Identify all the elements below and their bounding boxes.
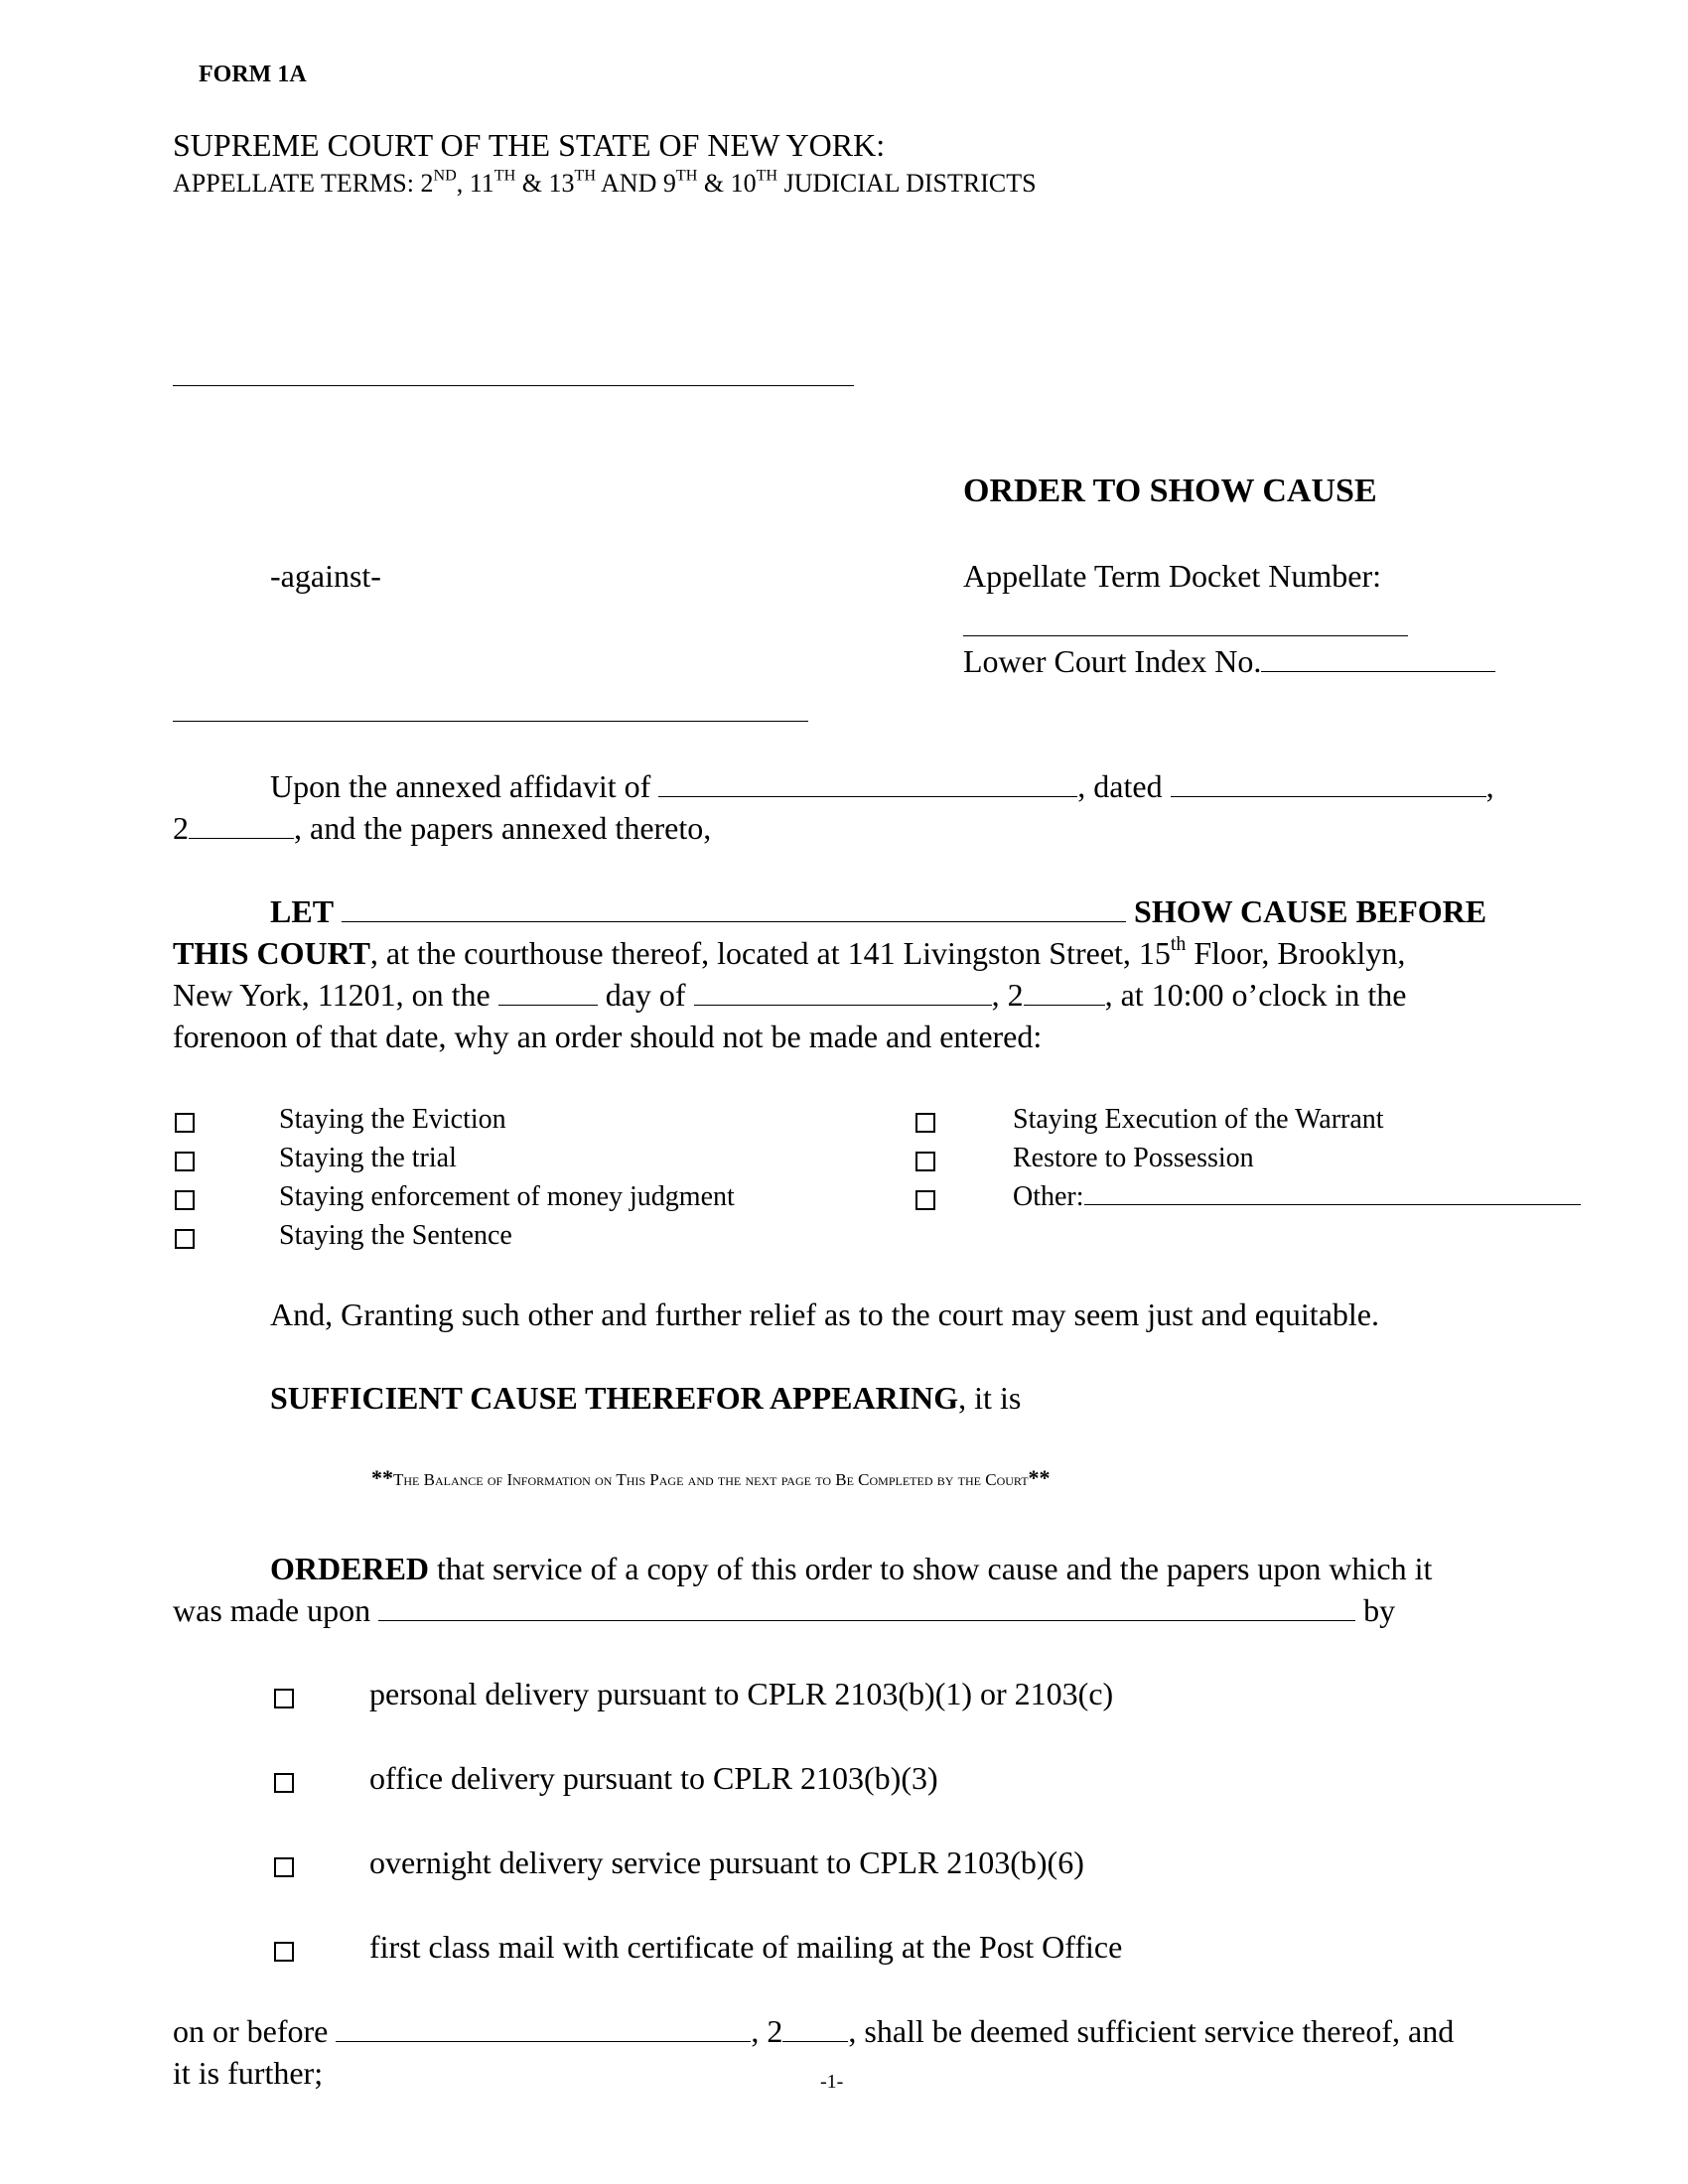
checkbox-overnight-delivery[interactable] xyxy=(274,1857,294,1877)
checkbox-other[interactable] xyxy=(915,1190,935,1210)
checkbox-staying-sentence[interactable] xyxy=(175,1229,195,1249)
appellate-terms: APPELLATE TERMS: 2ND, 11TH & 13TH AND 9TH & 10TH JUDICIAL DISTRICTS xyxy=(173,167,1037,198)
show-cause-line-1: LET SHOW CAUSE BEFORE xyxy=(270,893,1487,929)
against-label: -against- xyxy=(270,558,381,594)
ordered-line-1: ORDERED that service of a copy of this order to show cause and the papers upon which it xyxy=(270,1551,1433,1586)
checkbox-first-class-mail[interactable] xyxy=(274,1942,294,1962)
page-number: -1- xyxy=(820,2071,844,2093)
affidavit-year-blank[interactable] xyxy=(189,837,294,839)
relief-item-other: Other: xyxy=(1013,1181,1581,1213)
relief-item: Staying the trial xyxy=(279,1143,457,1173)
ordered-line-2: was made upon by xyxy=(173,1592,1396,1628)
other-relief-blank[interactable] xyxy=(1084,1203,1581,1205)
checkbox-office-delivery[interactable] xyxy=(274,1773,294,1793)
service-method: first class mail with certificate of mailing at the Post Office xyxy=(369,1929,1123,1965)
affiant-name-blank[interactable] xyxy=(658,795,1077,797)
index-label: Lower Court Index No. xyxy=(963,643,1262,679)
checkbox-staying-warrant[interactable] xyxy=(915,1113,935,1133)
show-cause-line-4: forenoon of that date, why an order should not be made and entered: xyxy=(173,1019,1043,1054)
deadline-line-2: it is further; xyxy=(173,2055,324,2091)
checkbox-staying-trial[interactable] xyxy=(175,1152,195,1171)
affidavit-line-1: Upon the annexed affidavit of , dated , xyxy=(270,768,1494,804)
docket-number-label: Appellate Term Docket Number: xyxy=(963,558,1382,594)
deadline-year-blank[interactable] xyxy=(782,2040,848,2042)
hearing-day-blank[interactable] xyxy=(498,1004,598,1006)
service-method: office delivery pursuant to CPLR 2103(b)(3) xyxy=(369,1760,938,1796)
court-name: SUPREME COURT OF THE STATE OF NEW YORK: xyxy=(173,127,886,163)
further-relief: And, Granting such other and further relief as to the court may seem just and equitable. xyxy=(270,1297,1379,1332)
relief-item: Staying Execution of the Warrant xyxy=(1013,1104,1384,1135)
checkbox-staying-money-judgment[interactable] xyxy=(175,1190,195,1210)
checkbox-personal-delivery[interactable] xyxy=(274,1689,294,1708)
affidavit-line-2: 2 , and the papers annexed thereto, xyxy=(173,810,712,846)
form-label: FORM 1A xyxy=(199,62,307,87)
index-number xyxy=(963,643,1495,680)
show-cause-line-2: THIS COURT, at the courthouse thereof, located at 141 Livingston Street, 15th Floor, Brooklyn, xyxy=(173,933,1406,971)
defendant-line[interactable] xyxy=(173,721,808,722)
deadline-line-1: on or before , 2 , shall be deemed sufficient service thereof, and xyxy=(173,2013,1455,2049)
served-party-blank[interactable] xyxy=(378,1619,1355,1621)
index-number-blank[interactable] xyxy=(1261,670,1495,672)
sufficient-cause: SUFFICIENT CAUSE THEREFOR APPEARING, it is xyxy=(270,1380,1022,1416)
checkbox-restore-possession[interactable] xyxy=(915,1152,935,1171)
document-title: ORDER TO SHOW CAUSE xyxy=(963,473,1377,509)
hearing-year-blank[interactable] xyxy=(1024,1004,1105,1006)
relief-item: Staying enforcement of money judgment xyxy=(279,1181,735,1212)
docket-number-line[interactable] xyxy=(963,635,1408,636)
checkbox-staying-eviction[interactable] xyxy=(175,1113,195,1133)
show-cause-line-3: New York, 11201, on the day of , 2 , at 10:00 o’clock in the xyxy=(173,977,1407,1013)
service-method: overnight delivery service pursuant to CPLR 2103(b)(6) xyxy=(369,1844,1084,1880)
plaintiff-line[interactable] xyxy=(173,385,854,386)
relief-item: Restore to Possession xyxy=(1013,1143,1254,1173)
relief-item: Staying the Eviction xyxy=(279,1104,506,1135)
hearing-month-blank[interactable] xyxy=(694,1004,992,1006)
deadline-date-blank[interactable] xyxy=(336,2040,751,2042)
service-method: personal delivery pursuant to CPLR 2103(b)(1) or 2103(c) xyxy=(369,1676,1114,1711)
affidavit-date-blank[interactable] xyxy=(1171,795,1486,797)
court-note: **The Balance of Information on This Page and the next page to Be Completed by the Court** xyxy=(371,1465,1051,1490)
respondent-blank[interactable] xyxy=(342,920,1126,922)
relief-item: Staying the Sentence xyxy=(279,1220,512,1251)
